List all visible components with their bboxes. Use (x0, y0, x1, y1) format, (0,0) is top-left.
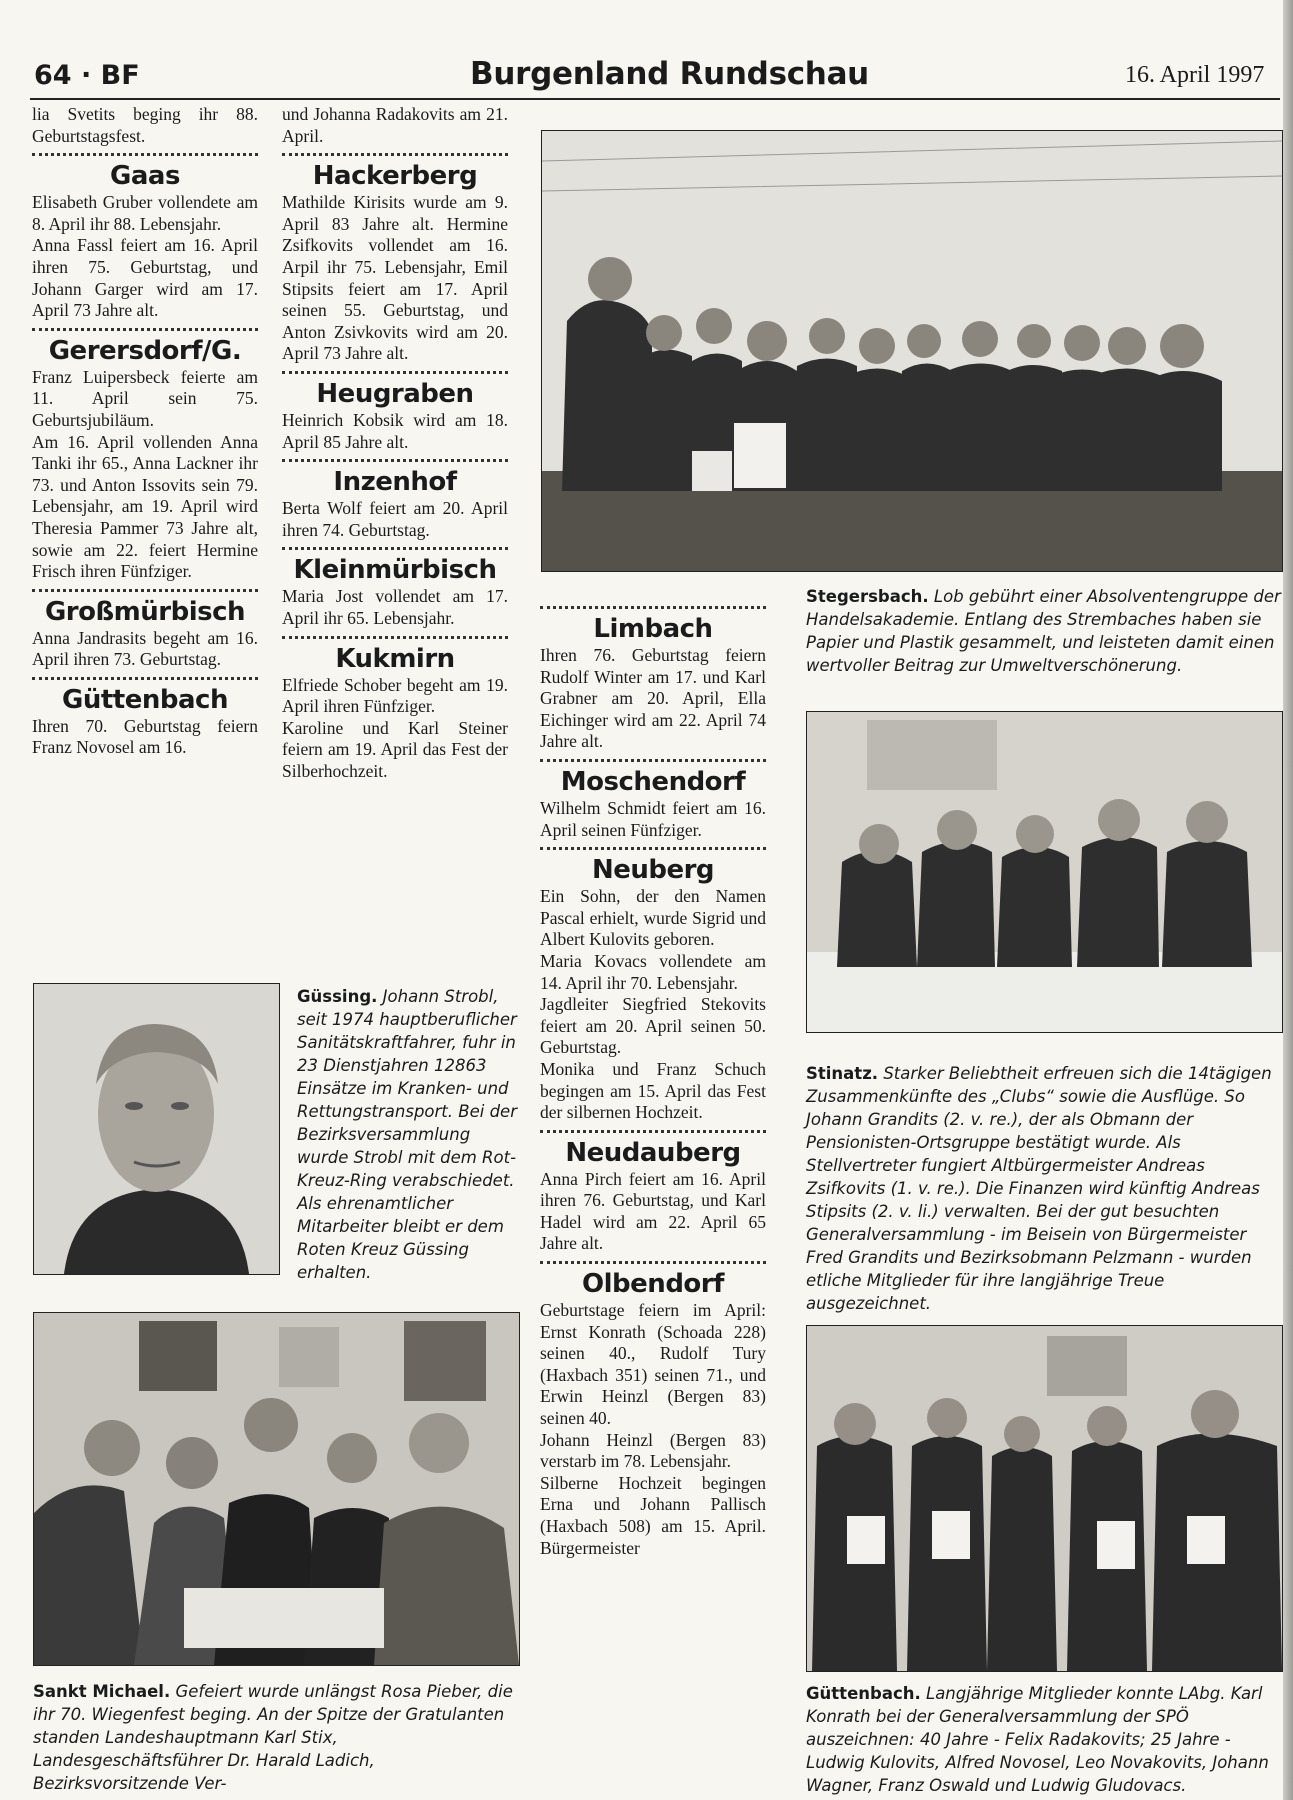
town-heading: Gerersdorf/G. (48, 335, 242, 366)
article-paragraph: lia Svetits beging ihr 88. Geburtstagsfest. (32, 104, 258, 146)
dotted-separator (282, 547, 508, 550)
article-paragraph: Ein Sohn, der den Namen Pascal erhielt, wurde Sigrid und Albert Kulovits geboren. (540, 886, 766, 950)
article-paragraph: Maria Jost vollendet am 17. April ihr 65. Lebensjahr. (282, 586, 508, 628)
dotted-separator (540, 1261, 766, 1264)
town-heading: Hackerberg (312, 161, 478, 192)
town-heading: Olbendorf (582, 1269, 724, 1300)
dotted-separator (282, 153, 508, 156)
column-3 (540, 600, 766, 1559)
article-paragraph: Berta Wolf feiert am 20. April ihren 74. Geburtstag. (282, 498, 508, 540)
town-heading: Neuberg (591, 855, 715, 886)
article-paragraph: Karoline und Karl Steiner feiern am 19. April das Fest der Silberhochzeit. (282, 717, 508, 781)
article-paragraph: Johann Heinzl (Bergen 83) verstarb im 78. Lebensjahr. (540, 1429, 766, 1472)
caption-stinatz-text: Starker Beliebtheit erfreuen sich die 14tägigen Zusammenkünfte des „Clubs“ sowie die Ausflüge. So Johann Grandits (2. v. re.), der als Obmann der Pensionisten-Ortsgruppe bestätigt wurde. Als Stellvertreter fungiert Altbürgermeister Andreas Zsifkovits (1. v. re.). Die Finanzen wird künftig Andreas Stipsits (2. v. li.) verwalten. Bei der gut besuchten Generalversammlung - im Beisein von Bürgermeister Fred Grandits und Bezirksobmann Pelzmann - wurden etliche Mitglieder für ihre langjährige Treue ausgezeichnet. (806, 1064, 1272, 1313)
article-paragraph: Elisabeth Gruber vollendete am 8. April ihr 88. Lebensjahr. (32, 192, 258, 234)
dotted-separator (282, 459, 508, 462)
dotted-separator (540, 759, 766, 762)
article-paragraph: Wilhelm Schmidt feiert am 16. April seinen Fünfziger. (540, 797, 766, 840)
caption-sankt-michael-text: Gefeiert wurde unlängst Rosa Pieber, die ihr 70. Wiegenfest beging. An der Spitze der Gratulanten standen Landeshauptmann Karl Stix, Landesgeschäftsführer Dr. Harald Ladich, Bezirksvorsitzende Ver- (33, 1682, 513, 1793)
caption-stegersbach (806, 585, 1281, 677)
town-heading: Heugraben (316, 378, 474, 409)
caption-guettenbach-place: Güttenbach. (806, 1684, 921, 1703)
article-paragraph: Ihren 70. Geburtstag feiern Franz Novosel am 16. (32, 715, 258, 758)
article-paragraph: Ihren 76. Geburtstag feiern Rudolf Winter am 17. und Karl Grabner am 20. April, Ella Eichinger wird am 22. April 74 Jahre alt. (540, 645, 766, 752)
dotted-separator (540, 847, 766, 850)
article-paragraph: Anna Fassl feiert am 16. April ihren 75. Geburtstag, und Johann Garger wird am 17. April 73 Jahre alt. (32, 235, 258, 321)
caption-guessing (297, 985, 517, 1284)
caption-sankt-michael-place: Sankt Michael. (33, 1682, 171, 1701)
caption-sankt-michael (33, 1680, 518, 1795)
article-paragraph: Geburtstage feiern im April: Ernst Konrath (Schoada 228) seinen 40., Rudolf Tury (Haxbach 351) seinen 71., und Erwin Heinzl (Bergen 83) seinen 40. (540, 1300, 766, 1429)
town-heading: Großmürbisch (44, 596, 246, 627)
dotted-separator (32, 153, 258, 156)
portrait-photo (33, 983, 280, 1275)
article-paragraph: Am 16. April vollenden Anna Tanki ihr 65., Anna Lackner ihr 73. und Anton Issovits sein 79. Lebensjahr, am 19. April wird Theresia Pammer 73 Jahre alt, sowie am 22. feiert Hermine Frisch ihren Fünfziger. (32, 431, 258, 582)
stegersbach-photo (541, 130, 1283, 572)
town-heading: Limbach (593, 614, 713, 644)
town-heading: Moschendorf (560, 766, 746, 797)
page-number: 64 · BF (34, 60, 140, 91)
article-paragraph: Mathilde Kirisits wurde am 9. April 83 Jahre alt. Hermine Zsifkovits vollendet am 16. Arpil ihr 75. Lebensjahr, Emil Stipsits feiert am 17. April seinen 55. Geburtstag, und Anton Zsivkovits wird am 20. April 73 Jahre alt. (282, 192, 508, 364)
caption-guessing-place: Güssing. (297, 987, 378, 1006)
caption-stegersbach-place: Stegersbach. (806, 587, 929, 606)
town-heading: Kukmirn (335, 643, 455, 674)
article-paragraph: Anna Pirch feiert am 16. April ihren 76. Geburtstag, und Karl Hadel wird am 22. April 65 Jahre alt. (540, 1168, 766, 1254)
scan-edge (1283, 0, 1293, 1800)
article-paragraph: Maria Kovacs vollendete am 14. April ihr 70. Lebensjahr. (540, 950, 766, 993)
stinatz-photo (806, 711, 1283, 1033)
town-heading: Güttenbach (62, 684, 228, 715)
dotted-separator (32, 677, 258, 680)
issue-date: 16. April 1997 (1125, 62, 1265, 88)
article-paragraph: Anna Jandrasits begeht am 16. April ihren 73. Geburtstag. (32, 627, 258, 670)
town-heading: Kleinmürbisch (293, 555, 497, 586)
article-paragraph: Heinrich Kobsik wird am 18. April 85 Jahre alt. (282, 409, 508, 452)
guettenbach-photo (806, 1325, 1283, 1672)
dotted-separator (32, 589, 258, 592)
town-heading: Neudauberg (565, 1137, 741, 1168)
dotted-separator (282, 636, 508, 639)
header-rule (30, 98, 1280, 100)
dotted-separator (540, 606, 766, 609)
caption-guessing-text: Johann Strobl, seit 1974 hauptberuflicher Sanitätskraftfahrer, fuhr in 23 Dienstjahren 12863 Einsätze im Kranken- und Rettungstransport. Bei der Bezirksversammlung wurde Strobl mit dem Rot-Kreuz-Ring verabschiedet. Als ehrenamtlicher Mitarbeiter bleibt er dem Roten Kreuz Güssing erhalten. (297, 987, 517, 1282)
publication-title: Burgenland Rundschau (470, 56, 869, 92)
caption-stegersbach-text: Lob gebührt einer Absolventengruppe der Handelsakademie. Entlang des Strembaches haben sie Papier und Plastik gesammelt, und leisteten damit einen wertvoller Beitrag zur Umweltverschönerung. (806, 587, 1281, 675)
article-paragraph: und Johanna Radakovits am 21. April. (282, 104, 508, 146)
column-2 (282, 104, 508, 782)
dotted-separator (282, 371, 508, 374)
article-paragraph: Franz Luipersbeck feierte am 11. April sein 75. Geburtsjubiläum. (32, 366, 258, 430)
article-paragraph: Monika und Franz Schuch begingen am 15. April das Fest der silbernen Hochzeit. (540, 1058, 766, 1123)
column-1 (32, 104, 258, 759)
caption-guettenbach (806, 1682, 1281, 1797)
dotted-separator (540, 1130, 766, 1133)
article-paragraph: Silberne Hochzeit begingen Erna und Johann Pallisch (Haxbach 508) am 15. April. Bürgermeister (540, 1472, 766, 1558)
town-heading: Gaas (110, 161, 180, 192)
dotted-separator (32, 328, 258, 331)
sankt-michael-photo (33, 1312, 520, 1666)
town-heading: Inzenhof (333, 467, 457, 498)
caption-stinatz (806, 1062, 1281, 1315)
article-paragraph: Jagdleiter Siegfried Stekovits feiert am 20. April seinen 50. Geburtstag. (540, 994, 766, 1058)
caption-guettenbach-text: Langjährige Mitglieder konnte LAbg. Karl Konrath bei der Generalversammlung der SPÖ auszeichnen: 40 Jahre - Felix Radakovits; 25 Jahre - Ludwig Kulovits, Alfred Novosel, Leo Novakovits, Johann Wagner, Franz Oswald und Ludwig Gludovacs. (806, 1684, 1269, 1795)
article-paragraph: Elfriede Schober begeht am 19. April ihren Fünfziger. (282, 674, 508, 717)
caption-stinatz-place: Stinatz. (806, 1064, 879, 1083)
